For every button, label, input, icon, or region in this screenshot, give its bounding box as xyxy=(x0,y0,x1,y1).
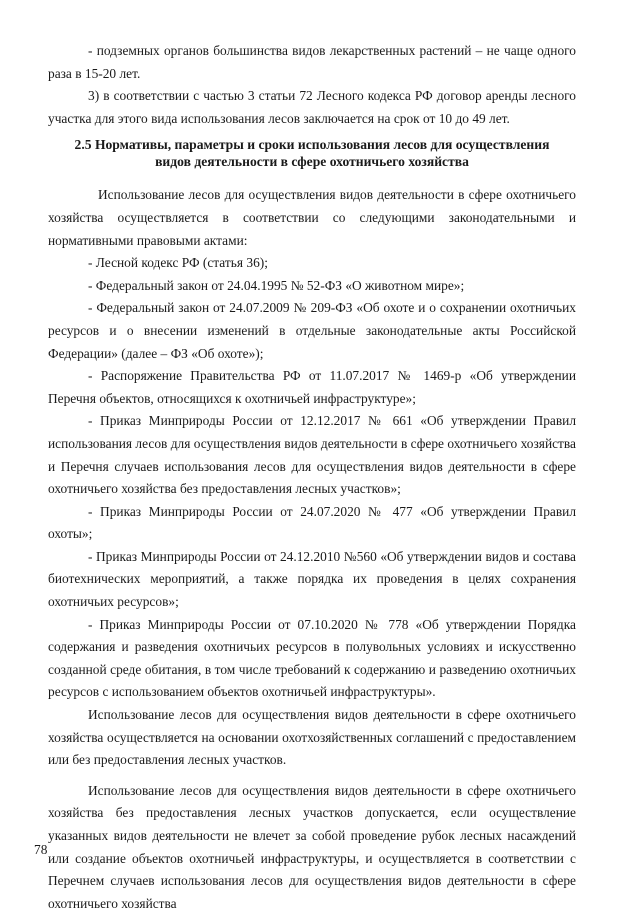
section-heading-line2: видов деятельности в сфере охотничьего хозяйства xyxy=(155,154,469,170)
list-item-law-209: - Федеральный закон от 24.07.2009 № 209-ФЗ «Об охоте и о сохранении охотничьих ресурсов и о внесении изменений в отдельные законодательные акты Российской Федерации» (далее – ФЗ «Об охоте»); xyxy=(48,300,576,361)
paragraph-top-2: 3) в соответствии с частью 3 статьи 72 Лесного кодекса РФ договор аренды лесного участка для этого вида использования лесов заключается на срок от 10 до 49 лет. xyxy=(48,88,576,126)
paragraph-intro: Использование лесов для осуществления видов деятельности в сфере охотничьего хозяйства осуществляется в соответствии со следующими законодательными и нормативными правовыми актами: xyxy=(48,187,576,248)
list-item-order-560: - Приказ Минприроды России от 24.12.2010 №560 «Об утверждении видов и состава биотехнических мероприятий, а также порядка их проведения в целях сохранения охотничьих ресурсов»; xyxy=(48,548,576,610)
list-item-order-778: - Приказ Минприроды России от 07.10.2020 № 778 «Об утверждении Порядка содержания и разведения охотничьих ресурсов в полувольных условиях и искусственно созданной среде обитания, в том числе требований к содержанию и разведению охотничьих ресурсов с использованием объектов охотничьей инфраструктуры». xyxy=(48,616,576,700)
paragraph-top-1: - подземных органов большинства видов лекарственных растений – не чаще одного раза в 15-20 лет. xyxy=(48,43,576,81)
section-heading xyxy=(48,136,576,170)
paragraph-without-plots: Использование лесов для осуществления видов деятельности в сфере охотничьего хозяйства без предоставления лесных участков допускается, если осуществление указанных видов деятельности не влечет за собой проведение рубок лесных насаждений или создание объектов охотничьей инфраструктуры, и осуществляется в соответствии с Перечнем случаев использования лесов для осуществления видов деятельности в сфере охотничьего хозяйства xyxy=(48,782,576,911)
list-item-law-52: - Федеральный закон от 24.04.1995 № 52-ФЗ «О животном мире»; xyxy=(88,277,465,293)
paragraph-agreements: Использование лесов для осуществления видов деятельности в сфере охотничьего хозяйства осуществляется на основании охотхозяйственных соглашений с предоставлением или без предоставления лесных участков. xyxy=(48,707,576,768)
page-number: 78 xyxy=(34,842,48,857)
list-item-order-661: - Приказ Минприроды России от 12.12.2017 № 661 «Об утверждении Правил использования лесов для осуществления видов деятельности в сфере охотничьего хозяйства и Перечня случаев использования лесов для осуществления видов деятельности в сфере охотничьего хозяйства без предоставления лесных участков»; xyxy=(48,413,576,497)
list-item-forest-code: - Лесной кодекс РФ (статья 36); xyxy=(88,255,268,271)
list-item-order-477: - Приказ Минприроды России от 24.07.2020 № 477 «Об утверждении Правил охоты»; xyxy=(48,503,576,542)
section-heading-line1: 2.5 Нормативы, параметры и сроки использования лесов для осуществления xyxy=(74,137,550,153)
list-item-order-1469: - Распоряжение Правительства РФ от 11.07.2017 № 1469-р «Об утверждении Перечня объектов, относящихся к охотничьей инфраструктуре»; xyxy=(48,368,576,406)
